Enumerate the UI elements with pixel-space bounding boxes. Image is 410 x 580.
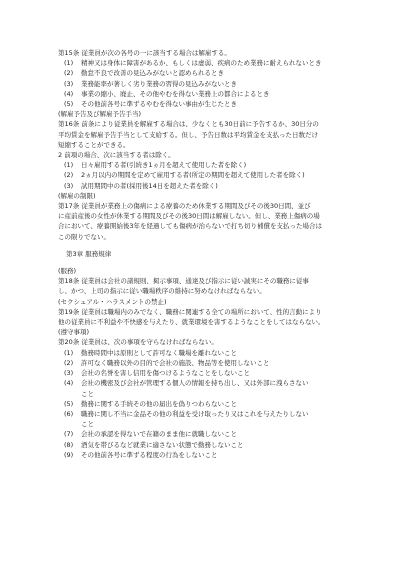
- paragraph-line: 第19条 従業員は職場内のみでなく、職務に関連する全ての場所において、性的言動により: [58, 307, 322, 316]
- section-caption: (遵守事項): [58, 328, 90, 337]
- item-text: その他前各号に準ずるやむを得ない事由が生じたとき: [81, 100, 237, 109]
- list-item: [58, 399, 366, 409]
- list-item: [58, 389, 366, 399]
- item-number: (9): [64, 450, 74, 459]
- paragraph-line: 合において、療養開始後3年を経過しても傷病が治らないで打ち切り補償を支払った場合は: [58, 222, 323, 231]
- item-number: [64, 389, 81, 399]
- item-text: 業務能率が著しく劣り業務の習得の見込みがないとき: [81, 79, 237, 88]
- list-item: [58, 419, 366, 429]
- list-item: [58, 160, 366, 170]
- item-text: 事業の縮小、廃止、その他やむを得ない業務上の都合によるとき: [81, 89, 270, 98]
- item-text: 勤怠不良で改善の見込みがないと認められるとき: [81, 69, 224, 78]
- item-text: 職務に関し不当に金品その他の利益を受け取ったり又はこれを与えたりしない: [81, 409, 309, 418]
- list-item: [58, 409, 366, 419]
- item-text: こと: [81, 420, 94, 429]
- item-text: 勤務時間中は原則として許可なく職場を離れないこと: [81, 348, 237, 357]
- item-text: 勤務に関する手続その他の届出を偽りつわらないこと: [81, 399, 237, 408]
- paragraph-line: 短縮することができる。: [58, 140, 130, 149]
- list-item: [58, 79, 366, 89]
- item-text: 会社の承認を得ないで在籍のまま他に就職しないこと: [81, 430, 237, 439]
- item-number: (6): [64, 409, 74, 418]
- item-number: (2): [64, 358, 74, 367]
- list-item: [58, 368, 366, 378]
- paragraph-line: この限りでない。: [58, 232, 110, 241]
- item-number: (3): [64, 181, 74, 190]
- section-caption: (服務): [58, 267, 77, 276]
- item-number: (1): [64, 59, 74, 68]
- item-number: (4): [64, 379, 74, 388]
- list-item: [58, 348, 366, 358]
- item-number: (2): [64, 171, 74, 180]
- item-text: 試用期間中の者(採用後14日を超えた者を除く): [81, 181, 218, 190]
- item-number: (3): [64, 79, 74, 88]
- list-item: [58, 68, 366, 78]
- list-item: [58, 440, 366, 450]
- item-text: 酒気を帯びるなど就業に適さない状態で勤務しないこと: [81, 440, 244, 449]
- section-caption: (解雇予告及び解雇予告手当): [58, 110, 142, 119]
- article-20-heading: 第20条 従業員は、次の事項を守らなければならない。: [58, 338, 218, 347]
- chapter-title: 第3章 服務規律: [66, 249, 112, 258]
- list-item: [58, 450, 366, 460]
- list-item: [58, 358, 366, 368]
- paragraph-line: 他の従業員に不利益や不快感を与えたり、就業環境を害するようなことをしてはならない。: [58, 318, 325, 327]
- item-number: (1): [64, 161, 74, 170]
- paragraph-line: 第17条 従業員が業務上の傷病による療養のため休業する期間及びその後30日間、並び: [58, 202, 311, 211]
- item-number: (1): [64, 348, 74, 357]
- sub-clause: 2 前項の場合、次に該当する者は除く。: [58, 151, 175, 160]
- paragraph-line: 平均賃金を解雇予告手当として支給する。但し、予告日数は平均賃金を支払った日数だけ: [58, 130, 318, 139]
- item-text: 会社の名誉を害し信用を傷つけるようなことをしないこと: [81, 369, 250, 378]
- item-text: 精神又は身体に障害があるか、もしくは虚弱、疾病のため業務に耐えられないとき: [81, 59, 322, 68]
- item-number: (5): [64, 100, 74, 109]
- item-number: (8): [64, 440, 74, 449]
- item-number: (4): [64, 89, 74, 98]
- paragraph-line: 第16条 前条により従業員を解雇する場合は、少なくとも30日前に予告するか、30日分の: [58, 120, 319, 129]
- item-number: [64, 419, 81, 429]
- paragraph-line: し、かつ、上司の指示に従い職場秩序の維持に努めなければならない。: [58, 287, 266, 296]
- item-text: こと: [81, 389, 94, 398]
- list-item: [58, 58, 366, 68]
- paragraph-line: 第18条 従業員は会社の諸規則、掲示事項、通達及び指示に従い誠実にその職務に従事: [58, 277, 309, 286]
- list-item: [58, 181, 366, 191]
- item-number: (3): [64, 369, 74, 378]
- section-caption: (セクシュアル・ハラスメントの禁止): [58, 297, 167, 306]
- item-text: 許可なく職務以外の目的で会社の施設、物品等を使用しないこと: [81, 358, 270, 367]
- item-number: (7): [64, 430, 74, 439]
- paragraph-line: に産前産後の女性が休業する期間及びその後30日間は解雇しない。但し、業務上傷病の場: [58, 212, 320, 221]
- item-text: 会社の機密及び会社が管理する個人の情報を持ち出し、又は外部に洩らさない: [81, 379, 309, 388]
- list-item: [58, 89, 366, 99]
- list-item: [58, 429, 366, 439]
- list-item: [58, 378, 366, 388]
- item-number: (2): [64, 69, 74, 78]
- article-15-heading: 第15条 従業員が次の各号の一に該当する場合は解雇する。: [58, 49, 231, 57]
- list-item: [58, 99, 366, 109]
- section-caption: (解雇の制限): [58, 191, 96, 200]
- item-text: 2ヵ月以内の期間を定めて雇用する者(所定の期間を超えて使用した者を除く): [81, 171, 305, 180]
- item-text: その他前各号に準ずる程度の行為をしないこと: [81, 450, 218, 459]
- item-text: 日々雇用する者(引続き1ヵ月を超えて使用した者を除く): [81, 161, 247, 170]
- item-number: (5): [64, 399, 74, 408]
- list-item: [58, 170, 366, 180]
